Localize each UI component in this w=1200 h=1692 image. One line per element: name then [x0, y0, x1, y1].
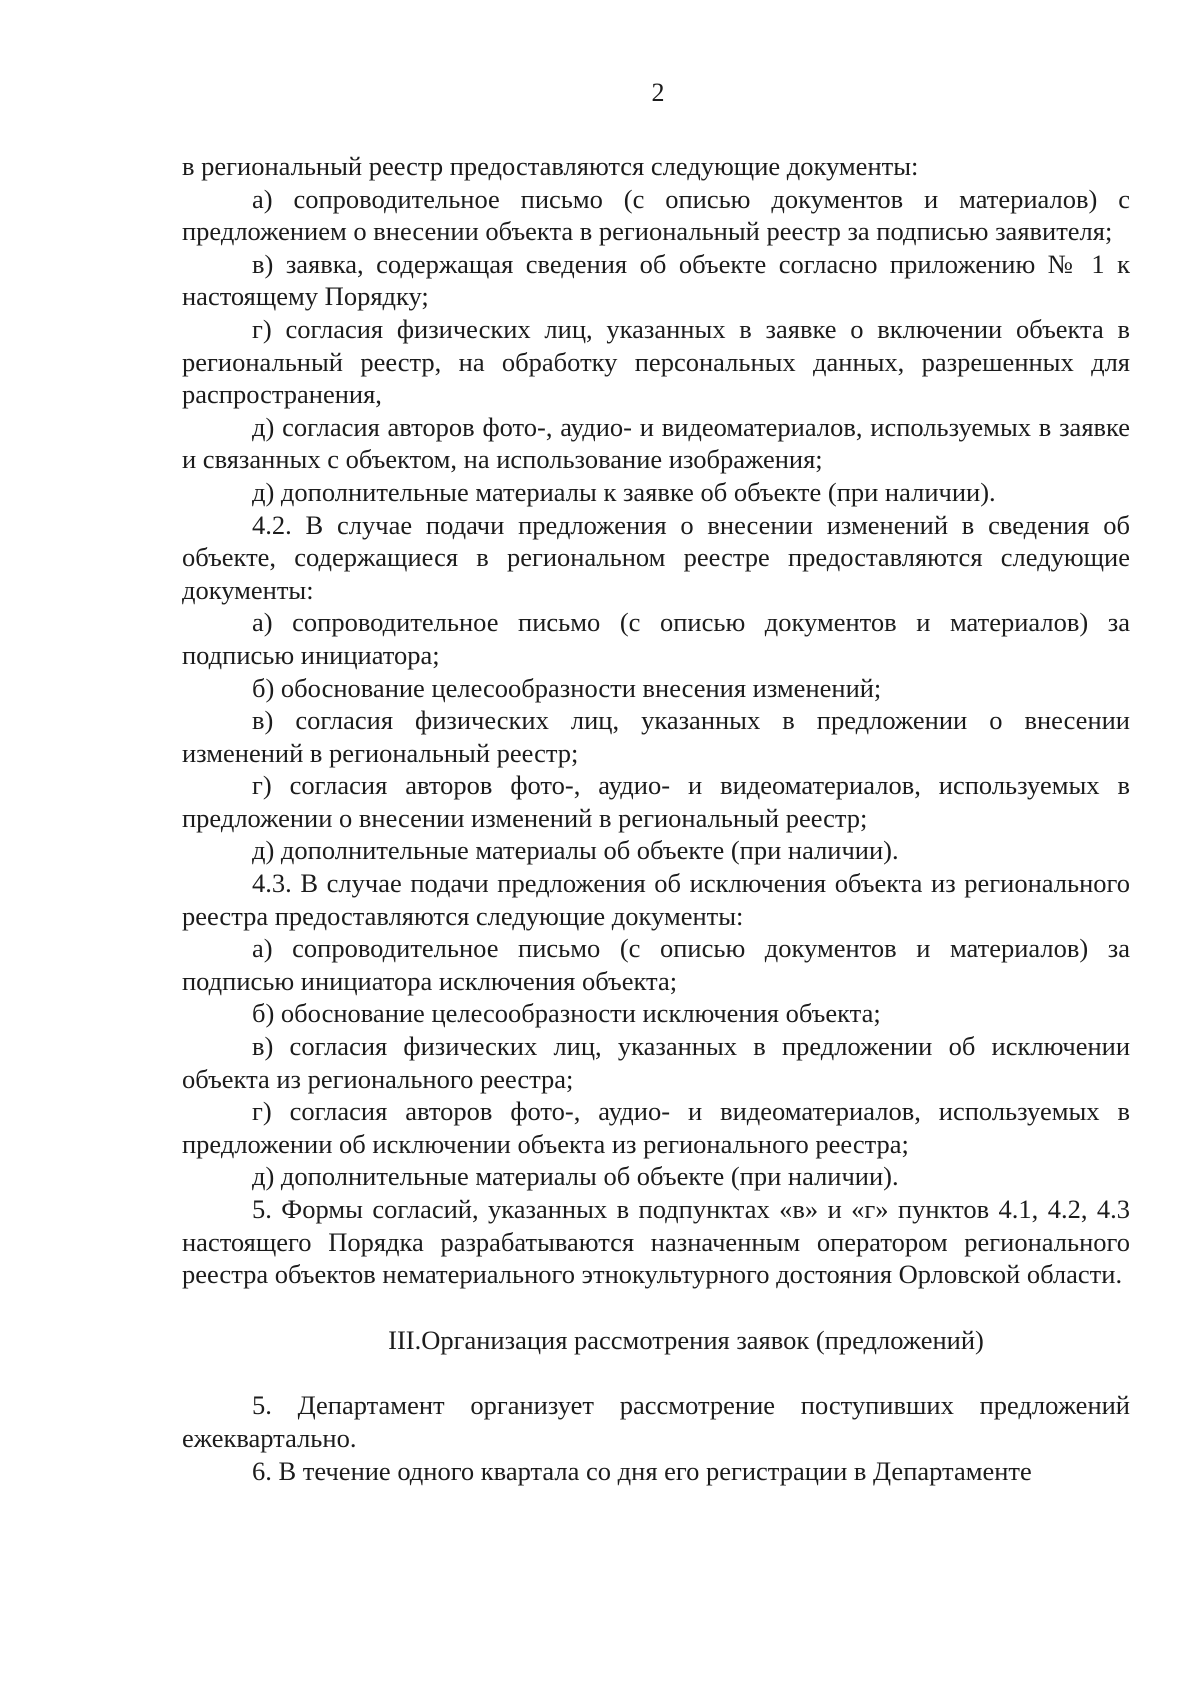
document-body — [182, 150, 1130, 1487]
paragraph-6: 6. В течение одного квартала со дня его регистрации в Департаменте — [252, 1455, 1032, 1486]
paragraph-4-3-g: г) согласия авторов фото-, аудио- и видеоматериалов, используемых в предложении об исключении объекта из регионального реестра; — [182, 1096, 1130, 1159]
paragraph-4-3: 4.3. В случае подачи предложения об исключения объекта из регионального реестра предоставляются следующие документы: — [182, 868, 1130, 931]
paragraph-4-1-v: в) заявка, содержащая сведения об объекте согласно приложению № 1 к настоящему Порядку; — [182, 248, 1130, 312]
paragraph-4-2: 4.2. В случае подачи предложения о внесении изменений в сведения об объекте, содержащиеся в региональном реестре предоставляются следующие документы: — [182, 509, 1130, 605]
paragraph-4-2-a: а) сопроводительное письмо (с описью документов и материалов) за подписью инициатора; — [182, 607, 1130, 670]
paragraph-5-department: 5. Департамент организует рассмотрение поступивших предложений ежеквартально. — [182, 1390, 1130, 1453]
paragraph-5-consent-forms: 5. Формы согласий, указанных в подпунктах «в» и «г» пунктов 4.1, 4.2, 4.3 настоящего Порядка разрабатываются назначенным оператором регионального реестра объектов нематериального этнокультурного достояния Орловской области. — [182, 1194, 1130, 1290]
paragraph-4-2-g: г) согласия авторов фото-, аудио- и видеоматериалов, используемых в предложении о внесении изменений в региональный реестр; — [182, 770, 1130, 833]
paragraph-4-3-d: д) дополнительные материалы об объекте (при наличии). — [252, 1161, 899, 1192]
paragraph-4-1-g: г) согласия физических лиц, указанных в заявке о включении объекта в региональный реестр, на обработку персональных данных, разрешенных для распространения, — [182, 313, 1130, 410]
paragraph-4-3-b: б) обоснование целесообразности исключения объекта; — [252, 998, 881, 1029]
section-heading: III.Организация рассмотрения заявок (предложений) — [388, 1324, 984, 1355]
paragraph-4-2-b: б) обоснование целесообразности внесения изменений; — [252, 672, 882, 703]
paragraph-4-2-d: д) дополнительные материалы об объекте (при наличии). — [252, 835, 899, 866]
paragraph-4-3-v: в) согласия физических лиц, указанных в предложении об исключении объекта из регионального реестра; — [182, 1031, 1130, 1094]
paragraph-4-3-a: а) сопроводительное письмо (с описью документов и материалов) за подписью инициатора исключения объекта; — [182, 933, 1130, 996]
page-number: 2 — [651, 78, 665, 107]
paragraph-4-1-d-materials: д) дополнительные материалы к заявке об объекте (при наличии). — [252, 476, 996, 507]
paragraph-4-1-a: а) сопроводительное письмо (с описью документов и материалов) с предложением о внесении объекта в региональный реестр за подписью заявителя; — [182, 183, 1130, 247]
paragraph-4-2-v: в) согласия физических лиц, указанных в предложении о внесении изменений в региональный реестр; — [182, 705, 1130, 768]
paragraph-intro: в региональный реестр предоставляются следующие документы: — [182, 151, 919, 181]
paragraph-4-1-d-consent: д) согласия авторов фото-, аудио- и видеоматериалов, используемых в заявке и связанных с объектом, на использование изображения; — [182, 411, 1130, 475]
